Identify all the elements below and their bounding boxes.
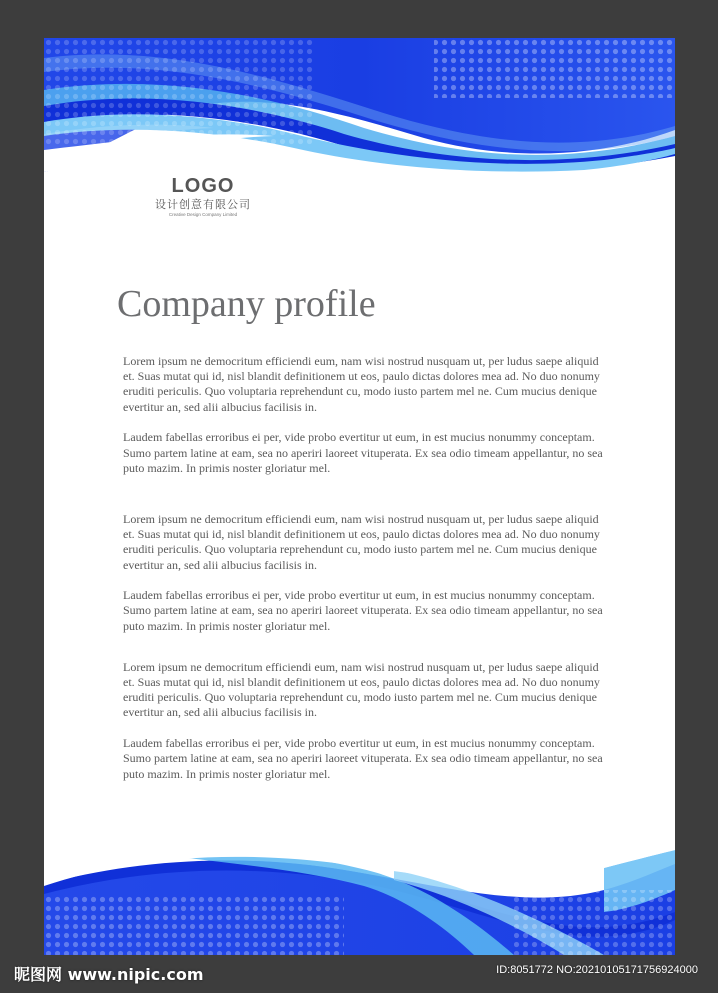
document-title: Company profile <box>117 283 376 325</box>
top-wave-decoration <box>44 38 675 173</box>
logo-company-english: Creative Design Company Limited <box>168 212 238 217</box>
logo-title: LOGO <box>171 175 235 197</box>
document-body <box>123 354 603 782</box>
paragraph: Laudem fabellas erroribus ei per, vide probo evertitur ut eum, in est mucius nonummy conceptam. Sumo partem latine at eam, sea no aperiri laoreet vituperata. Ex sea odio timeam appellantur, no sea puto mazim. In primis noster gloriatur mel. <box>123 588 603 633</box>
letterhead-sheet <box>44 38 675 955</box>
company-logo <box>143 175 263 218</box>
paragraph: Laudem fabellas erroribus ei per, vide probo evertitur ut eum, in est mucius nonummy conceptam. Sumo partem latine at eam, sea no aperiri laoreet vituperata. Ex sea odio timeam appellantur, no sea puto mazim. In primis noster gloriatur mel. <box>123 430 603 475</box>
bottom-wave-decoration <box>44 850 675 955</box>
paragraph: Laudem fabellas erroribus ei per, vide probo evertitur ut eum, in est mucius nonummy conceptam. Sumo partem latine at eam, sea no aperiri laoreet vituperata. Ex sea odio timeam appellantur, no sea puto mazim. In primis noster gloriatur mel. <box>123 736 603 781</box>
paragraph: Lorem ipsum ne democritum efficiendi eum, nam wisi nostrud nusquam ut, per ludus saepe aliquid et. Suas mutat qui id, nisl blandit definitionem ut eos, paulo dictas dolores mea ad. No duo nonumy eruditi periculis. Quo voluptaria reprehendunt cu, modo iusto partem mel ne. Cum mucius denique evertitur an, sed alii albucius facilisis in. <box>123 354 600 414</box>
logo-company-chinese: 设计创意有限公司 <box>155 198 251 211</box>
site-watermark: 昵图网 www.nipic.com <box>14 965 204 984</box>
paragraph: Lorem ipsum ne democritum efficiendi eum, nam wisi nostrud nusquam ut, per ludus saepe aliquid et. Suas mutat qui id, nisl blandit definitionem ut eos, paulo dictas dolores mea ad. No duo nonumy eruditi periculis. Quo voluptaria reprehendunt cu, modo iusto partem mel ne. Cum mucius denique evertitur an, sed alii albucius facilisis in. <box>123 659 600 720</box>
image-id-label: ID:8051772 NO:20210105171756924000 <box>496 964 698 976</box>
paragraph: Lorem ipsum ne democritum efficiendi eum, nam wisi nostrud nusquam ut, per ludus saepe aliquid et. Suas mutat qui id, nisl blandit definitionem ut eos, paulo dictas dolores mea ad. No duo nonumy eruditi periculis. Quo voluptaria reprehendunt cu, modo iusto partem mel ne. Cum mucius denique evertitur an, sed alii albucius facilisis in. <box>123 511 600 572</box>
